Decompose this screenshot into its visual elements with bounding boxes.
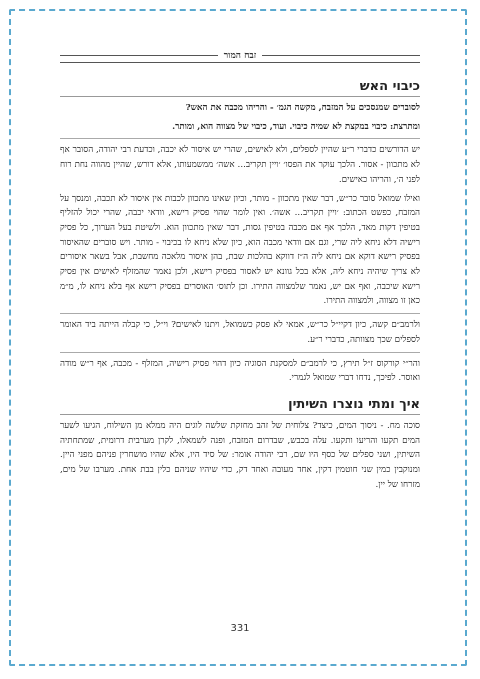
section-shitin xyxy=(60,396,420,493)
header-rule-lower xyxy=(60,62,420,63)
paragraph-divider xyxy=(60,138,420,139)
paragraph-divider xyxy=(60,352,420,353)
paragraph: והר״י קורקוס ז״ל תירץ, כי לרמב״ם למסקנת הסוגיה כיון דהוי פסיק רישיה, המזלף - מכבה, אף ר״ש מודה ואוסר. לפיכך, נדחו דברי שמואל לגמרי. xyxy=(60,358,420,384)
paragraph: ואילו שמואל סובר כר״ש, דבר שאין מתכוון - מותר, וכיון שאינו מתכוון לכבות אין איסור לא תכבה, ומנסך על המזבח, כפשט הכתוב: ׳ויין תקריב... אשה׳. ואין לומר שהוי פסיק רישא, וודאי יכבה, שהרי יכול להזליף בטיפין דקות מאד, הלכך אף אם מכבה בטיפין גסות, דבר שאין מתכוון הוא. ולשיטת בעל הערוך, כל פסיק רישיה דלא ניחא ליה שרי, וגם אם וודאי מכבה הוא, כיון שלא ניחא לו בכיבוי - מותר. ויש סוברים שהאיסור בפסיק רישא דוקא אם ניחא ליה ה״ז דווקא בהלכות שבת, בהן איסור מלאכה מחשבת, אבל בשאר איסורים לא צריך שיהיה ניחא ליה, אלא בכל גוונא יש לאסור בפסיק רישא, ולכן נאמר שהמזלף לאישים אין פסיק רישא שיכבה, ואף אם יש, נאמר שלמצווה התירו. וכן לתוס׳ האוסרים בפסיק רישא אף בלא ניחא לו, מ״מ כאן זו מצווה, ולמצווה התירו. xyxy=(60,193,420,307)
page-content xyxy=(60,78,420,492)
header-rule-left xyxy=(60,55,218,56)
paragraph: לסוברים שמנסכים על המזבח, מקשה הגמ׳ - והריהו מכבה את האש? xyxy=(185,103,420,113)
section-heading-shitin: איך ומתי נוצרו השיתין xyxy=(60,396,420,415)
paragraph-divider xyxy=(60,313,420,314)
running-header xyxy=(60,47,420,63)
paragraph: ומתרצת: כיבוי במקצת לא שמיה כיבוי. ועוד, כיבוי של מצווה הוא, ומותר. xyxy=(172,121,420,132)
page-number: 331 xyxy=(230,623,250,634)
paragraph: ולרמב״ם קשה, כיון דקיי״ל כר״ש, אמאי לא פסק כשמואל, ויתנו לאישים? וי״ל, כי קבלה הייתה ביד האומר לספלים שכך מצוותה, כדברי ר״ע. xyxy=(60,320,420,345)
running-header-title: זבח המור xyxy=(223,50,257,61)
header-rule-right xyxy=(262,55,420,56)
paragraph: סוכה מח. - ניסוך המים, כיצד? צלוחית של זהב מחזקת שלשה לוגים היה ממלא מן השילוח, הגיעו לשער המים תקעו והריעו ותקעו. עלה בכבש, שבדרום המזבח, ופנה לשמאלו, לקרן מערבית דרומית, שמתחתיה השיתין, ושני ספלים של כסף היו שם, רבי יהודה אומר: של סיד היו, אלא שהיו מושחרין פניהם מפני היין. ומנוקבין כמין שני חוטמין דקין, אחד מעובה ואחד דק, כדי שיהיו שניהם כלין בבת אחת. מערבו של מים, מזרחו של יין. xyxy=(60,420,420,490)
paragraph: יש הדורשים כדברי ר״ע שהיין לספלים, ולא לאישים, שהרי יש איסור לא יכבה, וכדעת רבי יהודה, הסובר אף לא מתכוון - אסור. הלכך עוקר את הפסו׳ ׳ויין תקריב... אשה׳ ממשמעותו, אלא דורש, שהיין מהווה נחת רוח לפני ה׳, והריהו כאישים. xyxy=(60,145,420,185)
section-heading-fire: כיבוי האש xyxy=(60,78,420,97)
